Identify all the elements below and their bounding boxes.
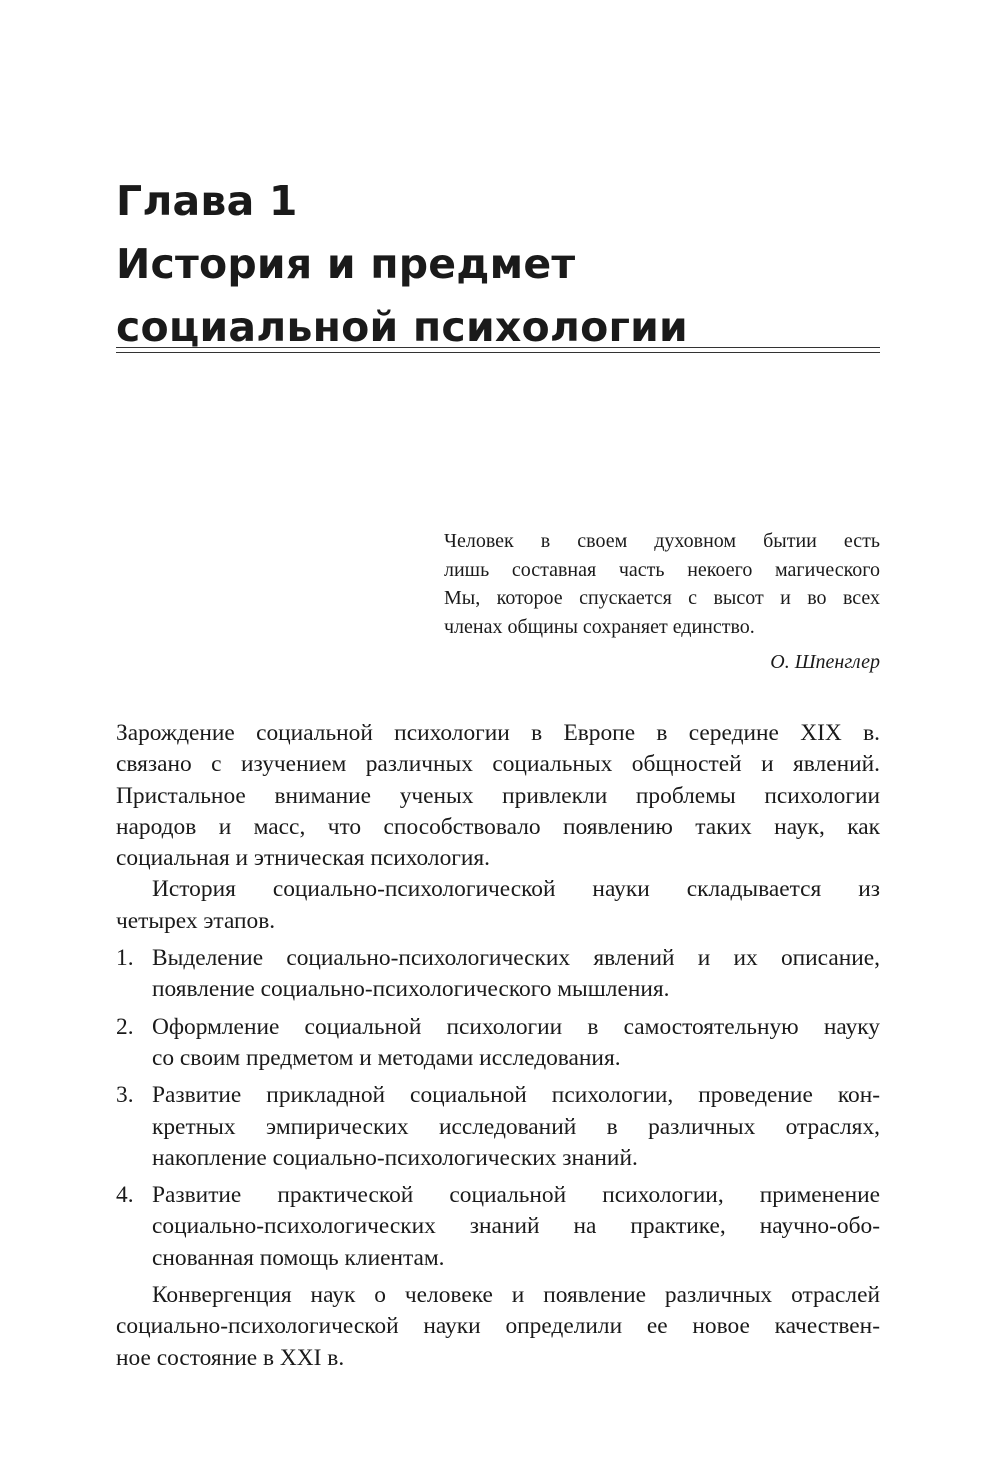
list-item [116,943,880,1006]
list-item-number: 3. [116,1082,134,1109]
text-line: социально-психологической науки определили ее новое качествен- [116,1313,880,1340]
text-line: История социально-психологической науки складывается из [152,876,880,903]
title-rule-bottom [116,352,880,353]
text-line: кретных эмпирических исследований в различных отраслях, [152,1113,880,1140]
text-line: снованная помощь клиентам. [152,1244,445,1271]
epigraph-line: членах общины сохраняет единство. [444,615,755,638]
list-item-number: 2. [116,1013,134,1040]
epigraph-author: О. Шпенглер [770,651,880,673]
chapter-heading [116,170,880,359]
text-line: Конвергенция наук о человеке и появление различных отраслей [152,1282,880,1309]
text-line: со своим предметом и методами исследования. [152,1044,621,1071]
paragraph-1 [116,718,880,874]
body-text [116,718,880,1374]
text-line: Развитие практической социальной психологии, применение [152,1182,880,1209]
chapter-title-line-2: социальной психологии [116,303,688,351]
text-line: Пристальное внимание ученых привлекли проблемы психологии [116,782,880,809]
paragraph-3 [116,1280,880,1374]
list-item [116,1080,880,1174]
text-line: Развитие прикладной социальной психологии, проведение кон- [152,1082,880,1109]
stages-list [116,943,880,1274]
text-line: народов и масс, что способствовало появлению таких наук, как [116,813,880,840]
text-line: четырех этапов. [116,907,276,934]
text-line: Зарождение социальной психологии в Европе в середине XIX в. [116,720,880,746]
chapter-title-line-1: История и предмет [116,240,576,288]
text-line: социально-психологических знаний на практике, научно-обо- [152,1213,880,1240]
text-line: появление социально-психологического мышления. [152,976,670,1003]
epigraph-line: Мы, которое спускается с высот и во всех [444,587,880,609]
text-line: связано с изучением различных социальных общностей и явлений. [116,751,880,778]
text-line: ное состояние в XXI в. [116,1344,345,1371]
list-item [116,1180,880,1274]
title-rule-top [116,347,880,348]
list-item [116,1012,880,1075]
text-line: социальная и этническая психология. [116,845,491,872]
text-line: Выделение социально-психологических явлений и их описание, [152,945,880,972]
epigraph [444,527,880,677]
epigraph-line: лишь составная часть некоего магического [444,558,880,581]
list-item-number: 4. [116,1182,134,1209]
list-item-number: 1. [116,945,134,972]
epigraph-line: Человек в своем духовном бытии есть [444,530,880,552]
text-line: накопление социально-психологических знаний. [152,1144,638,1171]
chapter-number: Глава 1 [116,177,298,225]
paragraph-2 [116,874,880,937]
text-line: Оформление социальной психологии в самостоятельную науку [152,1013,880,1040]
